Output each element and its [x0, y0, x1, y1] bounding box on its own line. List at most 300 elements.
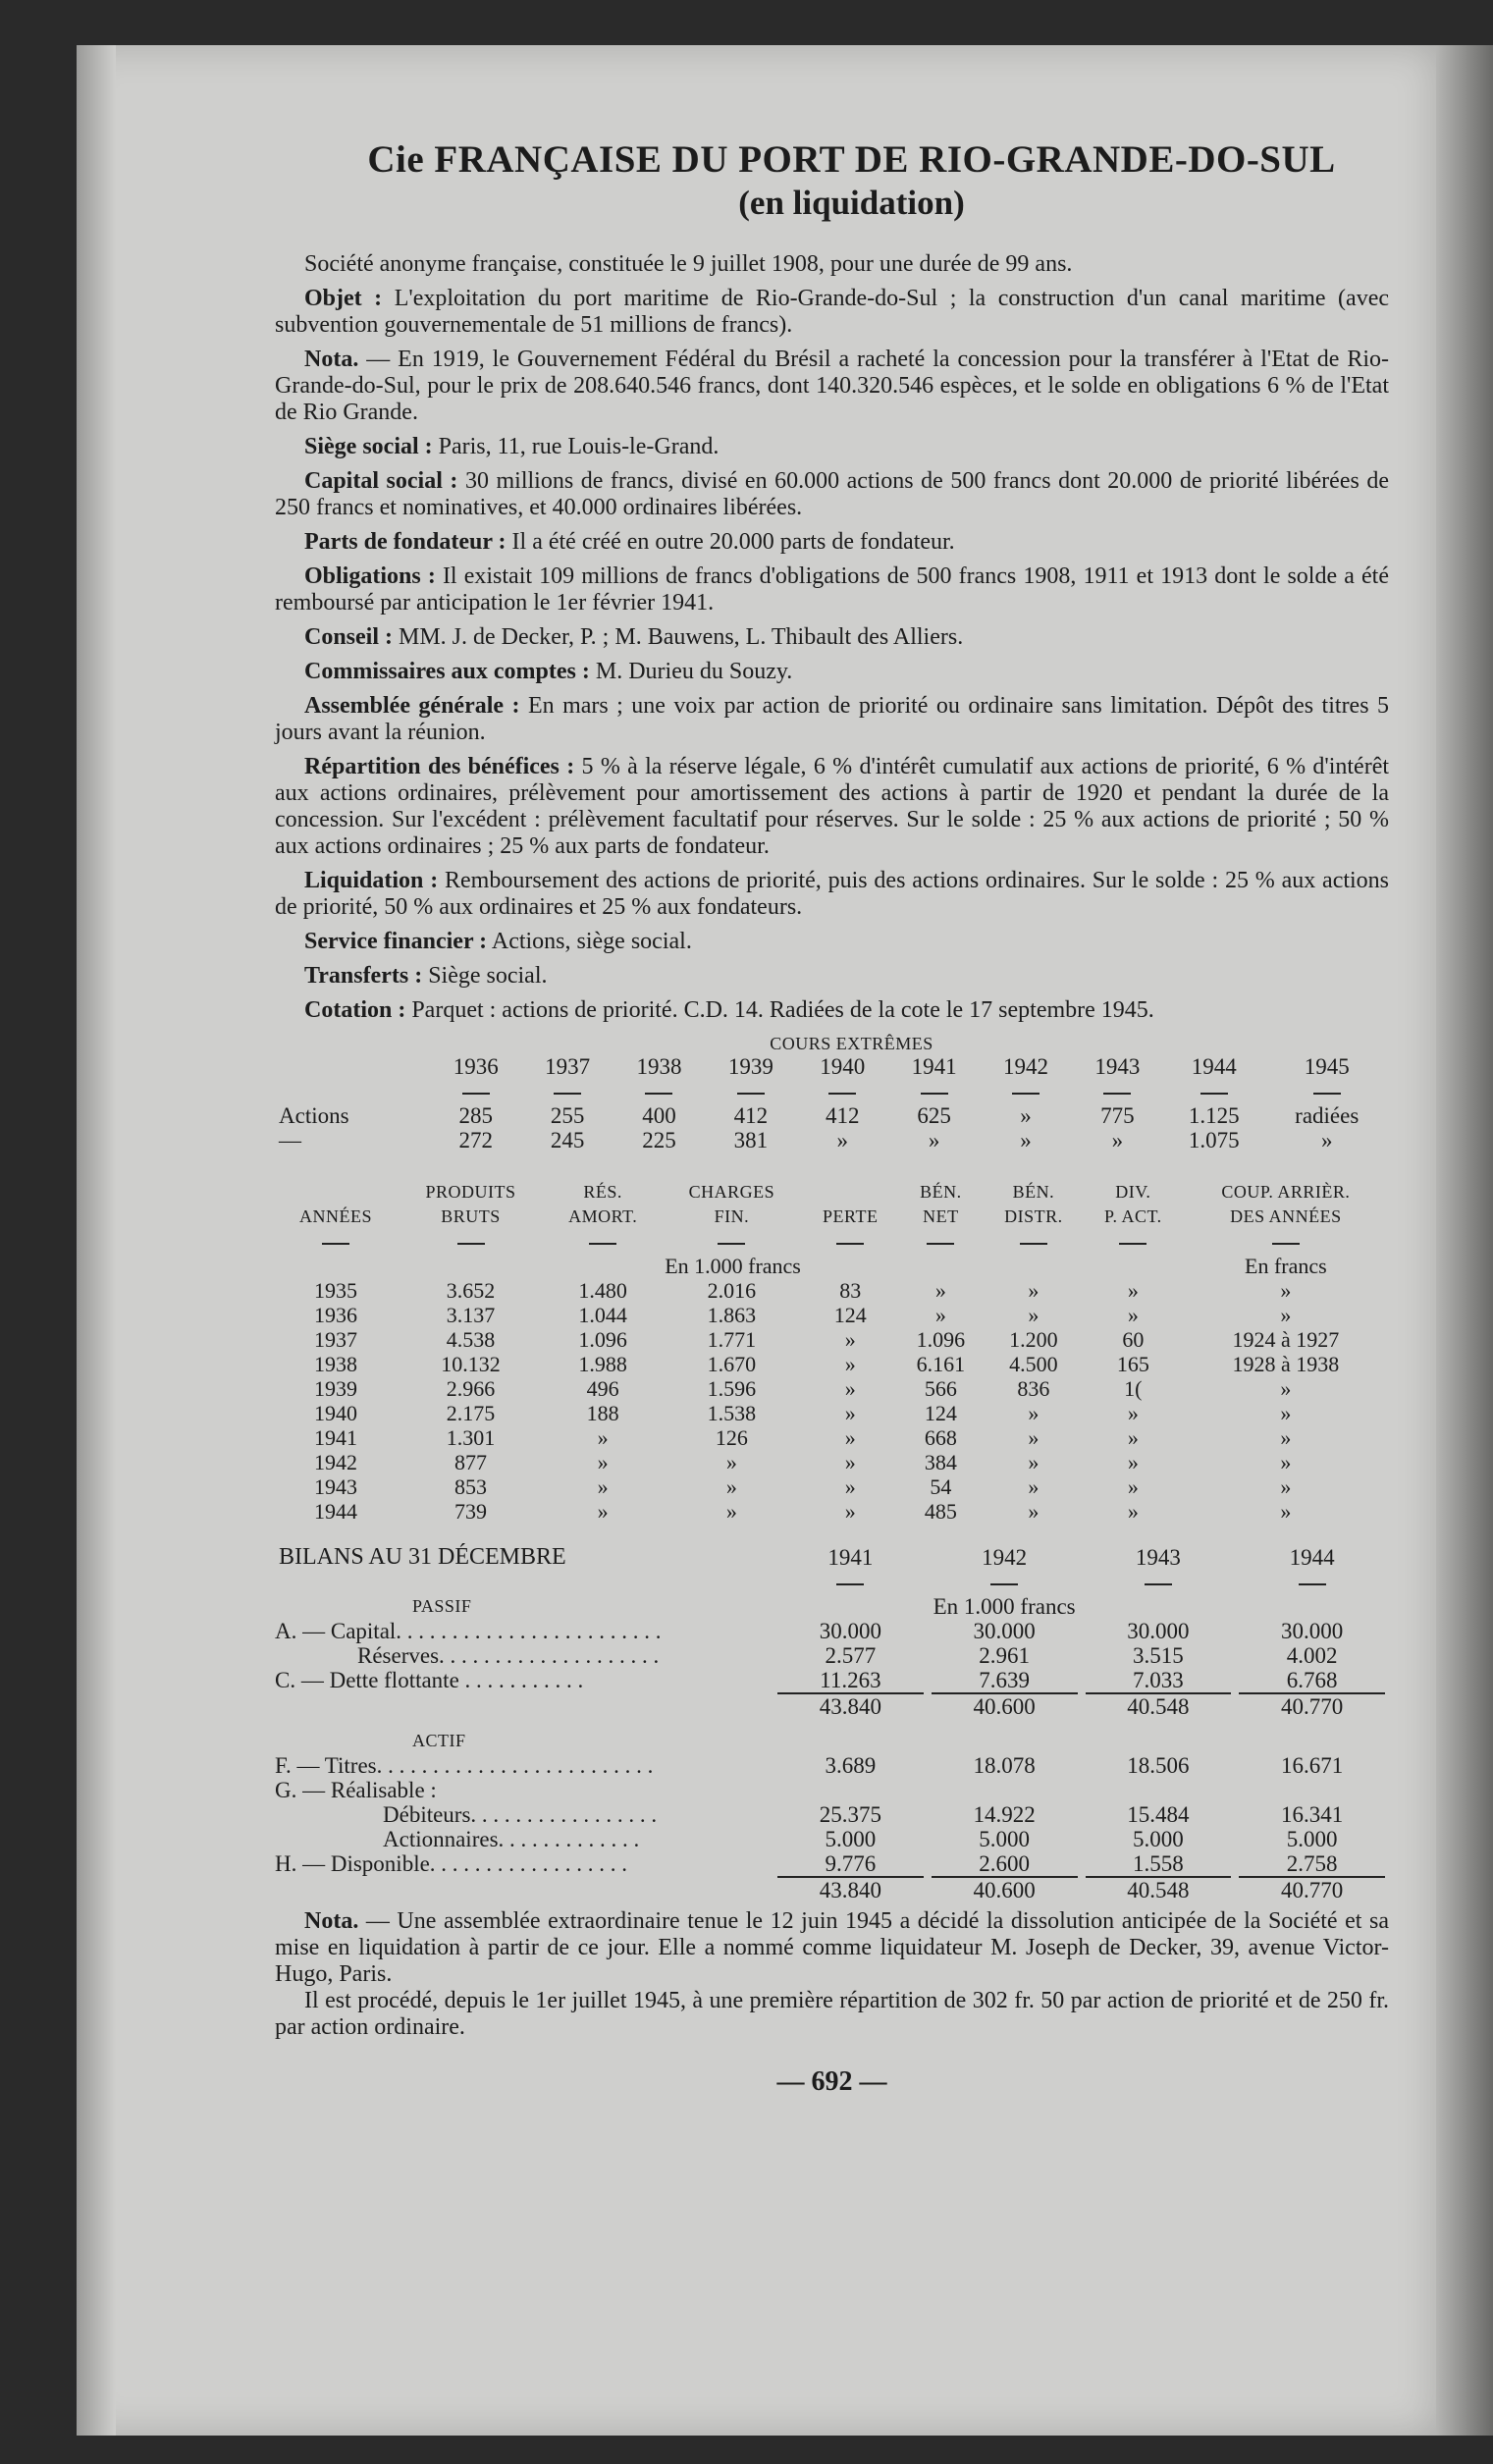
cours-row: [275, 1128, 1389, 1152]
paragraph-label: Capital social :: [304, 468, 458, 494]
bilan-label: G. — Réalisable :: [275, 1778, 437, 1802]
cours-section: [275, 1034, 1389, 1152]
res-cell: 485: [924, 1499, 957, 1524]
res-cell: »: [1127, 1474, 1139, 1499]
table-row: [275, 1401, 1389, 1425]
paragraph-label: Transferts :: [304, 963, 423, 989]
res-cell: 1936: [313, 1303, 357, 1327]
res-cell: 1.538: [707, 1401, 757, 1425]
nota-final: [275, 1908, 1389, 2041]
res-cell: 2.175: [446, 1401, 496, 1425]
bilan-total: 40.548: [1127, 1878, 1190, 1902]
res-cell: 1937: [313, 1327, 357, 1352]
res-header-dash: [275, 1229, 397, 1254]
cours-value: 1.075: [1188, 1128, 1240, 1152]
cours-dash: [1072, 1079, 1163, 1103]
resultats-section: [275, 1180, 1389, 1524]
res-cell: 739: [454, 1499, 488, 1524]
table-row: [275, 1450, 1389, 1474]
bilan-value: 5.000: [1286, 1827, 1338, 1851]
res-cell: 4.500: [1009, 1352, 1058, 1376]
bilan-value: 30.000: [1127, 1619, 1190, 1643]
res-cell: 1.670: [707, 1352, 757, 1376]
res-cell: »: [1127, 1450, 1139, 1474]
res-header: DES ANNÉES: [1230, 1206, 1342, 1226]
res-cell: »: [1127, 1499, 1139, 1524]
cours-row-label: Actions: [279, 1103, 349, 1128]
paragraph: [275, 868, 1389, 921]
res-cell: 1938: [313, 1352, 357, 1376]
paragraph: [275, 997, 1389, 1024]
paragraph: [275, 434, 1389, 460]
nota-final-text2: Il est procédé, depuis le 1er juillet 1945, à une première répartition de 302 fr. 50 par action de priorité et de 250 fr. par action ordinaire.: [275, 1988, 1389, 2040]
cours-dash: [1264, 1079, 1389, 1103]
table-row: [275, 1668, 1389, 1692]
res-cell: 1928 à 1938: [1232, 1352, 1340, 1376]
res-cell: 1935: [313, 1278, 357, 1303]
res-cell: 1.863: [707, 1303, 757, 1327]
res-cell: 1.096: [916, 1327, 966, 1352]
bilan-value: 30.000: [819, 1619, 881, 1643]
paragraph: [275, 754, 1389, 860]
bilans-title: BILANS AU 31 DÉCEMBRE: [279, 1544, 566, 1570]
paragraph-text: MM. J. de Decker, P. ; M. Bauwens, L. Thibault des Alliers.: [399, 624, 964, 650]
bilan-label: Actionnaires. . . . . . . . . . . . .: [383, 1827, 640, 1851]
bilan-value: [1235, 1778, 1389, 1802]
res-cell: »: [725, 1450, 737, 1474]
bilan-value: [773, 1778, 928, 1802]
table-row: [275, 1619, 1389, 1643]
paragraph-text: Parquet : actions de priorité. C.D. 14. Radiées de la cote le 17 septembre 1945.: [411, 997, 1154, 1023]
res-cell: »: [1280, 1450, 1292, 1474]
res-header: P. ACT.: [1104, 1206, 1162, 1226]
cours-year: 1944: [1191, 1054, 1237, 1079]
res-header: DIV.: [1115, 1182, 1151, 1202]
bilan-unit: En 1.000 francs: [933, 1594, 1076, 1619]
table-row: [275, 1474, 1389, 1499]
res-header: [275, 1180, 397, 1205]
bilan-value: 2.577: [825, 1643, 877, 1668]
paragraph-text: Il existait 109 millions de francs d'obligations de 500 francs 1908, 1911 et 1913 dont le solde a été remboursé par anticipation le 1er février 1941.: [275, 563, 1389, 616]
res-header: RÉS.: [583, 1182, 622, 1202]
passif-total: [275, 1694, 1389, 1719]
res-header-dash: [545, 1229, 661, 1254]
bilan-total: 40.548: [1127, 1694, 1190, 1719]
cours-value: 285: [458, 1103, 493, 1128]
res-header: BRUTS: [441, 1206, 501, 1226]
paragraph-label: Nota.: [304, 347, 359, 372]
res-cell: 1.200: [1009, 1327, 1058, 1352]
res-cell: 668: [924, 1425, 957, 1450]
cours-year: 1939: [727, 1054, 773, 1079]
bilan-value: 14.922: [973, 1802, 1036, 1827]
res-cell: »: [597, 1425, 609, 1450]
cours-value: »: [836, 1128, 848, 1152]
cours-dash: [705, 1079, 796, 1103]
res-header: AMORT.: [568, 1206, 638, 1226]
bilan-value: 5.000: [825, 1827, 877, 1851]
bilan-total: 40.600: [973, 1694, 1036, 1719]
cours-value: »: [1020, 1128, 1032, 1152]
res-cell: 877: [454, 1450, 488, 1474]
bilan-year: 1944: [1289, 1545, 1335, 1570]
cours-table: [275, 1054, 1389, 1152]
res-header: NET: [923, 1206, 959, 1226]
paragraphs: [275, 251, 1389, 1024]
paragraph: [275, 468, 1389, 521]
cours-value: 272: [458, 1128, 493, 1152]
cours-year: 1940: [820, 1054, 866, 1079]
res-cell: 54: [930, 1474, 952, 1499]
res-cell: »: [1280, 1376, 1292, 1401]
paragraph: [275, 659, 1389, 685]
document-subtitle: (en liquidation): [738, 184, 965, 222]
res-cell: »: [1028, 1303, 1040, 1327]
res-cell: 1940: [313, 1401, 357, 1425]
cours-value: »: [928, 1128, 940, 1152]
res-header: BÉN.: [920, 1182, 962, 1202]
res-cell: 1.988: [578, 1352, 627, 1376]
res-cell: »: [1280, 1278, 1292, 1303]
res-cell: 2.016: [707, 1278, 757, 1303]
res-header-dash: [661, 1229, 802, 1254]
bilan-year: 1943: [1135, 1545, 1181, 1570]
cours-dash: [797, 1079, 888, 1103]
res-cell: »: [1127, 1425, 1139, 1450]
cours-value: radiées: [1295, 1103, 1360, 1128]
paragraph: [275, 929, 1389, 955]
cours-value: 625: [917, 1103, 951, 1128]
bilan-label: Débiteurs. . . . . . . . . . . . . . . . .: [383, 1802, 658, 1827]
res-cell: »: [844, 1450, 856, 1474]
cours-dash: [521, 1079, 613, 1103]
res-cell: 566: [924, 1376, 957, 1401]
res-cell: 1(: [1124, 1376, 1143, 1401]
bilan-value: 5.000: [1133, 1827, 1184, 1851]
table-row: [275, 1827, 1389, 1851]
table-row: [275, 1643, 1389, 1668]
table-row: [275, 1376, 1389, 1401]
paragraph-text: — En 1919, le Gouvernement Fédéral du Brésil a racheté la concession pour la transférer à l'Etat de Rio-Grande-do-Sul, pour le prix de 208.640.546 francs, dont 140.320.546 espèces, et le solde en obligations 6 % de l'Etat de Rio Grande.: [275, 347, 1390, 425]
bilan-value: 15.484: [1127, 1802, 1190, 1827]
table-row: [275, 1327, 1389, 1352]
res-cell: 853: [454, 1474, 488, 1499]
cours-title: COURS EXTRÊMES: [770, 1034, 933, 1053]
paragraph-label: Répartition des bénéfices :: [304, 754, 575, 779]
bilan-value: 25.375: [819, 1802, 881, 1827]
cours-value: 255: [550, 1103, 585, 1128]
resultats-table: [275, 1180, 1389, 1524]
paragraph: [275, 347, 1389, 426]
res-cell: 1.596: [707, 1376, 757, 1401]
page-left-edge: [77, 45, 116, 2436]
bilan-value: [928, 1778, 1082, 1802]
res-cell: 1.096: [578, 1327, 627, 1352]
cours-value: 381: [733, 1128, 769, 1152]
res-cell: »: [597, 1474, 609, 1499]
cours-year: 1941: [911, 1054, 957, 1079]
res-cell: »: [1280, 1474, 1292, 1499]
bilan-value: 5.000: [979, 1827, 1030, 1851]
res-cell: »: [725, 1499, 737, 1524]
table-row: [275, 1278, 1389, 1303]
res-cell: 1939: [313, 1376, 357, 1401]
res-cell: »: [1028, 1401, 1040, 1425]
res-cell: 1944: [313, 1499, 357, 1524]
res-cell: »: [1028, 1425, 1040, 1450]
paragraph: [275, 693, 1389, 746]
res-cell: »: [1127, 1401, 1139, 1425]
res-cell: 10.132: [441, 1352, 501, 1376]
res-header: PERTE: [823, 1206, 879, 1226]
bilan-total: 43.840: [819, 1694, 881, 1719]
cours-value: 400: [642, 1103, 676, 1128]
bilan-value: 3.689: [825, 1753, 877, 1778]
bilan-value: 30.000: [1281, 1619, 1344, 1643]
cours-dash: [980, 1079, 1071, 1103]
bilan-value: 2.600: [979, 1851, 1030, 1876]
paragraph-label: Cotation :: [304, 997, 406, 1023]
table-row: [275, 1778, 1389, 1802]
cours-year: 1942: [1003, 1054, 1049, 1079]
cours-dash: [613, 1079, 705, 1103]
res-header: DISTR.: [1004, 1206, 1063, 1226]
bilan-value: 18.078: [973, 1753, 1036, 1778]
res-cell: 1.480: [578, 1278, 627, 1303]
cours-value: »: [1020, 1103, 1032, 1128]
res-cell: »: [1280, 1499, 1292, 1524]
res-cell: 60: [1122, 1327, 1145, 1352]
paragraph-label: Siège social :: [304, 434, 433, 459]
cours-year: 1938: [636, 1054, 682, 1079]
res-cell: 1.771: [707, 1327, 757, 1352]
res-cell: »: [844, 1425, 856, 1450]
bilans-table: [275, 1545, 1389, 1902]
res-header-dash: [1183, 1229, 1389, 1254]
res-cell: 1924 à 1927: [1232, 1327, 1340, 1352]
actif-total: [275, 1878, 1389, 1902]
bilan-label: F. — Titres. . . . . . . . . . . . . . . . . . . . . . . . .: [275, 1753, 654, 1778]
res-header: CHARGES: [688, 1182, 775, 1202]
paragraph-text: En mars ; une voix par action de priorité ou ordinaire sans limitation. Dépôt des titres 5 jours avant la réunion.: [275, 693, 1389, 745]
bilan-label: Réserves. . . . . . . . . . . . . . . . . . . .: [357, 1643, 660, 1668]
cours-value: 412: [733, 1103, 769, 1128]
res-cell: »: [1280, 1401, 1292, 1425]
bilan-value: 11.263: [820, 1668, 881, 1692]
res-cell: 188: [586, 1401, 619, 1425]
cours-year: 1943: [1094, 1054, 1141, 1079]
paragraph-text: L'exploitation du port maritime de Rio-Grande-do-Sul ; la construction d'un canal maritime (avec subvention gouvernementale de 51 millions de francs).: [275, 286, 1389, 338]
bilan-label: C. — Dette flottante . . . . . . . . . . .: [275, 1668, 584, 1692]
res-cell: 1.044: [578, 1303, 627, 1327]
res-header: [803, 1180, 898, 1205]
cours-value: 245: [550, 1128, 585, 1152]
bilan-value: 6.768: [1286, 1668, 1338, 1692]
bilan-year: 1942: [982, 1545, 1028, 1570]
res-cell: 1943: [313, 1474, 357, 1499]
bilan-value: 3.515: [1133, 1643, 1184, 1668]
res-cell: 1941: [313, 1425, 357, 1450]
paragraph-label: Service financier :: [304, 929, 488, 954]
nota-final-text: — Une assemblée extraordinaire tenue le 12 juin 1945 a décidé la dissolution anticipée de la Société et sa mise en liquidation à partir de ce jour. Elle a nommé comme liquidateur M. Joseph de Decker, 39, avenue Victor-Hugo, Paris.: [275, 1908, 1389, 1987]
cours-value: »: [1111, 1128, 1124, 1152]
paragraph: [275, 963, 1389, 990]
table-row: [275, 1425, 1389, 1450]
bilan-value: 9.776: [825, 1851, 877, 1876]
page-number: — 692 —: [776, 2066, 887, 2097]
paragraph-text: Société anonyme française, constituée le 9 juillet 1908, pour une durée de 99 ans.: [304, 251, 1073, 277]
res-header: COUP. ARRIÈR.: [1221, 1182, 1351, 1202]
res-cell: »: [597, 1450, 609, 1474]
paragraph-label: Objet :: [304, 286, 383, 311]
cours-dash: [430, 1079, 521, 1103]
res-cell: 384: [924, 1450, 957, 1474]
res-cell: 2.966: [446, 1376, 496, 1401]
table-row: [275, 1851, 1389, 1876]
table-row: [275, 1802, 1389, 1827]
res-cell: 124: [833, 1303, 867, 1327]
table-row: [275, 1499, 1389, 1524]
paragraph: [275, 286, 1389, 339]
res-cell: 4.538: [446, 1327, 496, 1352]
bilan-label: A. — Capital. . . . . . . . . . . . . . . . . . . . . . . .: [275, 1619, 662, 1643]
bilan-value: 18.506: [1127, 1753, 1190, 1778]
res-cell: »: [1028, 1278, 1040, 1303]
bilan-total: 43.840: [819, 1878, 881, 1902]
res-cell: »: [597, 1499, 609, 1524]
paragraph-label: Assemblée générale :: [304, 693, 520, 719]
bilans-section: [275, 1545, 1389, 1902]
paragraph-text: Il a été créé en outre 20.000 parts de fondateur.: [511, 529, 955, 555]
res-header: PRODUITS: [425, 1182, 516, 1202]
res-cell: »: [844, 1376, 856, 1401]
res-cell: »: [844, 1327, 856, 1352]
res-cell: »: [1028, 1450, 1040, 1474]
res-cell: »: [1028, 1499, 1040, 1524]
paragraph-label: Parts de fondateur :: [304, 529, 507, 555]
res-cell: 6.161: [916, 1352, 966, 1376]
paragraph-text: Remboursement des actions de priorité, puis des actions ordinaires. Sur le solde : 25 % aux actions de priorité, 50 % aux ordinaires et 25 % aux fondateurs.: [275, 868, 1390, 920]
cours-year: 1936: [453, 1054, 499, 1079]
table-row: [275, 1352, 1389, 1376]
res-cell: 836: [1017, 1376, 1050, 1401]
res-cell: 165: [1116, 1352, 1149, 1376]
res-cell: »: [725, 1474, 737, 1499]
res-cell: »: [934, 1278, 946, 1303]
res-cell: 83: [839, 1278, 862, 1303]
bilan-total: 40.770: [1281, 1878, 1344, 1902]
res-cell: »: [1127, 1303, 1139, 1327]
res-cell: 126: [715, 1425, 748, 1450]
table-row: [275, 1303, 1389, 1327]
cours-dash: [1163, 1079, 1264, 1103]
bilan-value: 2.758: [1286, 1851, 1338, 1876]
cours-dash: [888, 1079, 980, 1103]
table-row: [275, 1753, 1389, 1778]
cours-row: [275, 1103, 1389, 1128]
res-header-dash: [1084, 1229, 1183, 1254]
res-cell: »: [844, 1499, 856, 1524]
bilan-value: 16.341: [1281, 1802, 1344, 1827]
passif-label: PASSIF: [412, 1596, 472, 1616]
res-header-dash: [397, 1229, 545, 1254]
res-cell: 124: [924, 1401, 957, 1425]
res-cell: »: [1028, 1474, 1040, 1499]
res-cell: »: [844, 1401, 856, 1425]
bilan-value: 2.961: [979, 1643, 1030, 1668]
res-cell: »: [1280, 1425, 1292, 1450]
res-cell: 496: [586, 1376, 619, 1401]
res-cell: »: [844, 1352, 856, 1376]
res-header: BÉN.: [1012, 1182, 1055, 1202]
bilan-value: 4.002: [1286, 1643, 1338, 1668]
bilan-value: [1082, 1778, 1236, 1802]
res-header-dash: [803, 1229, 898, 1254]
res-header: FIN.: [714, 1206, 750, 1226]
res-cell: »: [934, 1303, 946, 1327]
res-cell: »: [1280, 1303, 1292, 1327]
cours-value: 1.125: [1188, 1103, 1240, 1128]
bilan-total: 40.600: [973, 1878, 1036, 1902]
bilan-total: 40.770: [1281, 1694, 1344, 1719]
paragraph-label: Conseil :: [304, 624, 393, 650]
paragraph: [275, 563, 1389, 616]
paragraph-label: Obligations :: [304, 563, 436, 589]
cours-value: 412: [826, 1103, 860, 1128]
cours-year: 1937: [545, 1054, 591, 1079]
paragraph-text: Paris, 11, rue Louis-le-Grand.: [438, 434, 720, 459]
page-right-edge: [1436, 45, 1493, 2436]
bilan-year: 1941: [827, 1545, 874, 1570]
paragraph-label: Commissaires aux comptes :: [304, 659, 590, 684]
res-cell: 1942: [313, 1450, 357, 1474]
paragraph: [275, 624, 1389, 651]
bilan-value: 16.671: [1281, 1753, 1344, 1778]
actif-label: ACTIF: [412, 1731, 466, 1750]
unit-right: En francs: [1245, 1254, 1327, 1278]
bilan-value: 7.033: [1133, 1668, 1184, 1692]
paragraph-text: Siège social.: [428, 963, 548, 989]
bilan-label: H. — Disponible. . . . . . . . . . . . . . . . . .: [275, 1851, 628, 1876]
bilan-value: 30.000: [973, 1619, 1036, 1643]
res-header-dash: [898, 1229, 984, 1254]
paragraph-text: 30 millions de francs, divisé en 60.000 actions de 500 francs dont 20.000 de priorité libérées de 250 francs et nominatives, et 40.000 ordinaires libérées.: [275, 468, 1389, 520]
document-title: Cie FRANÇAISE DU PORT DE RIO-GRANDE-DO-SUL: [367, 138, 1336, 181]
res-cell: »: [1127, 1278, 1139, 1303]
paragraph: [275, 251, 1389, 278]
bilan-value: 1.558: [1133, 1851, 1184, 1876]
paragraph-text: 5 % à la réserve légale, 6 % d'intérêt cumulatif aux actions de priorité, 6 % d'intérêt aux actions ordinaires, prélèvement pour amortissement des actions à partir de 1920 et pendant la durée de la concession. Sur l'excédent : prélèvement facultatif pour réserves. Sur le solde : 25 % aux actions de priorité ; 50 % aux actions ordinaires ; 25 % aux parts de fondateur.: [275, 754, 1390, 859]
paragraph: [275, 529, 1389, 556]
paragraph-label: Liquidation :: [304, 868, 439, 893]
document-content: [275, 137, 1389, 2098]
res-cell: 3.137: [446, 1303, 496, 1327]
cours-row-label: —: [279, 1128, 301, 1152]
cours-year: 1945: [1304, 1054, 1350, 1079]
res-cell: 1.301: [446, 1425, 496, 1450]
res-header-dash: [984, 1229, 1084, 1254]
nota-final-label: Nota.: [304, 1908, 359, 1934]
paragraph-text: Actions, siège social.: [491, 929, 692, 954]
res-cell: 3.652: [446, 1278, 496, 1303]
cours-value: 775: [1100, 1103, 1135, 1128]
res-header: ANNÉES: [298, 1206, 372, 1226]
cours-value: 225: [642, 1128, 676, 1152]
cours-value: »: [1320, 1128, 1333, 1152]
unit-left: En 1.000 francs: [665, 1254, 801, 1278]
res-cell: »: [844, 1474, 856, 1499]
paragraph-text: M. Durieu du Souzy.: [595, 659, 793, 684]
